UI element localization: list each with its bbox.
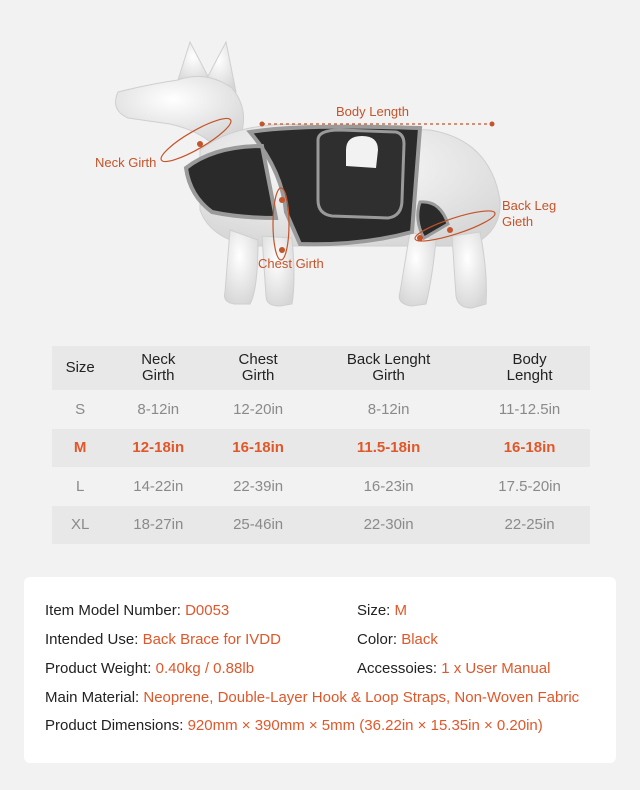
table-row-l (52, 467, 590, 506)
table-cell: 17.5-20in (498, 477, 561, 495)
spec-label: Item Model Number: (45, 602, 181, 619)
header-size: Size (65, 359, 95, 376)
header-back-length-girth: Back Lenght Girth (346, 351, 431, 384)
table-cell: 12-20in (233, 400, 284, 418)
table-cell: 11-12.5in (498, 400, 561, 418)
spec-value: 1 x User Manual (441, 660, 551, 677)
table-row-s (52, 390, 590, 429)
neck-girth-label: Neck Girth (95, 155, 157, 170)
spec-value: Neoprene, Double-Layer Hook & Loop Straps, Non-Woven Fabric (143, 689, 580, 706)
table-cell: 22-25in (469, 506, 590, 545)
spec-label: Intended Use: (45, 631, 139, 648)
spec-label: Accessoies: (357, 660, 438, 677)
table-cell: M (52, 429, 108, 468)
header-body-length: Body Lenght (506, 351, 553, 384)
product-illustration (0, 0, 640, 340)
dog-brace-drawing (0, 0, 640, 340)
spec-color (357, 631, 438, 648)
table-row-m (52, 429, 590, 468)
spec-size (357, 602, 407, 619)
spec-label: Product Weight: (45, 660, 152, 677)
spec-model-number (45, 602, 229, 619)
table-cell: 16-18in (208, 429, 308, 468)
table-cell: 22-30in (308, 506, 469, 545)
table-row-xl (52, 506, 590, 545)
spec-value: M (394, 602, 408, 619)
table-cell: 12-18in (108, 429, 208, 468)
size-chart-header-row (52, 346, 590, 390)
spec-weight (45, 660, 254, 677)
table-cell: 16-18in (469, 429, 590, 468)
spec-value: Black (401, 631, 438, 648)
table-cell: 8-12in (367, 400, 410, 418)
table-cell: 18-27in (108, 506, 208, 545)
header-chest-girth: Chest Girth (238, 351, 278, 384)
spec-accessories (357, 660, 550, 677)
spec-value: 920mm × 390mm × 5mm (36.22in × 15.35in × 0.20in) (187, 717, 543, 734)
table-cell: 25-46in (208, 506, 308, 545)
spec-main-material (45, 689, 579, 706)
spec-dimensions (45, 717, 543, 734)
spec-label: Size: (357, 602, 391, 619)
table-cell: 22-39in (233, 477, 284, 495)
table-cell: L (76, 477, 85, 495)
spec-intended-use (45, 631, 281, 648)
spec-label: Color: (357, 631, 398, 648)
table-cell: S (75, 400, 86, 418)
body-length-label: Body Length (336, 104, 410, 119)
spec-value: Back Brace for IVDD (142, 631, 281, 648)
size-chart-table (52, 346, 590, 544)
spec-value: 0.40kg / 0.88lb (155, 660, 255, 677)
table-cell: XL (52, 506, 108, 545)
specifications-card (24, 577, 616, 763)
back-leg-label-line2: Gieth (502, 214, 534, 229)
table-cell: 11.5-18in (308, 429, 469, 468)
spec-value: D0053 (185, 602, 230, 619)
spec-label: Main Material: (45, 689, 140, 706)
spec-label: Product Dimensions: (45, 717, 184, 734)
back-leg-label-line1: Back Leg (502, 198, 557, 213)
table-cell: 16-23in (363, 477, 414, 495)
header-neck-girth: Neck Girth (141, 351, 176, 384)
table-cell: 8-12in (137, 400, 180, 418)
chest-girth-label: Chest Girth (258, 256, 324, 271)
table-cell: 14-22in (133, 477, 184, 495)
